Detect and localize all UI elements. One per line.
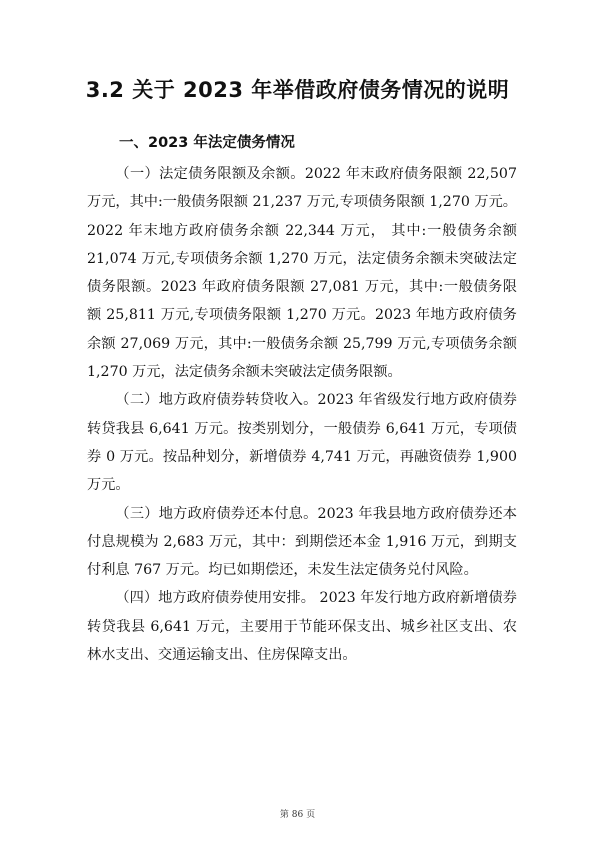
body-text (87, 160, 517, 669)
page-number: 第 86 页 (279, 810, 316, 820)
section-heading: 一、2023 年法定债务情况 (119, 135, 295, 151)
paragraph-debt-limit: （一）法定债务限额及余额。2022 年末政府债务限额 22,507 万元，其中:一般债务限额 21,237 万元,专项债务限额 1,270 万元。2022 年末地方政府债务余额 22,344 万元， 其中:一般债务余额 21,074 万元,专项债务余额 1,270 万元，法定债务余额未突破法定债务限额。2023 年政府债务限额 27,081 万元，其中:一般债务限额 25,811 万元,专项债务限额 1,270 万元。2023 年地方政府债务余额 27,069 万元，其中:一般债务余额 25,799 万元,专项债务余额 1,270 万元，法定债务余额未突破法定债务限额。 (87, 166, 517, 381)
page-title: 3.2 关于 2023 年举借政府债务情况的说明 (85, 78, 510, 102)
paragraph-debt-service: （三）地方政府债券还本付息。2023 年我县地方政府债券还本付息规模为 2,683 万元，其中：到期偿还本金 1,916 万元，到期支付利息 767 万元。均已如期偿还，未发生法定债务兑付风险。 (87, 505, 517, 579)
paragraph-bond-transfer: （二）地方政府债券转贷收入。2023 年省级发行地方政府债券转贷我县 6,641 万元。按类别划分，一般债券 6,641 万元，专项债券 0 万元。按品种划分，新增债券 4,741 万元，再融资债券 1,900 万元。 (87, 392, 517, 494)
paragraph-bond-usage: （四）地方政府债券使用安排。 2023 年发行地方政府新增债券转贷我县 6,641 万元，主要用于节能环保支出、城乡社区支出、农林水支出、交通运输支出、住房保障支出。 (87, 590, 517, 664)
